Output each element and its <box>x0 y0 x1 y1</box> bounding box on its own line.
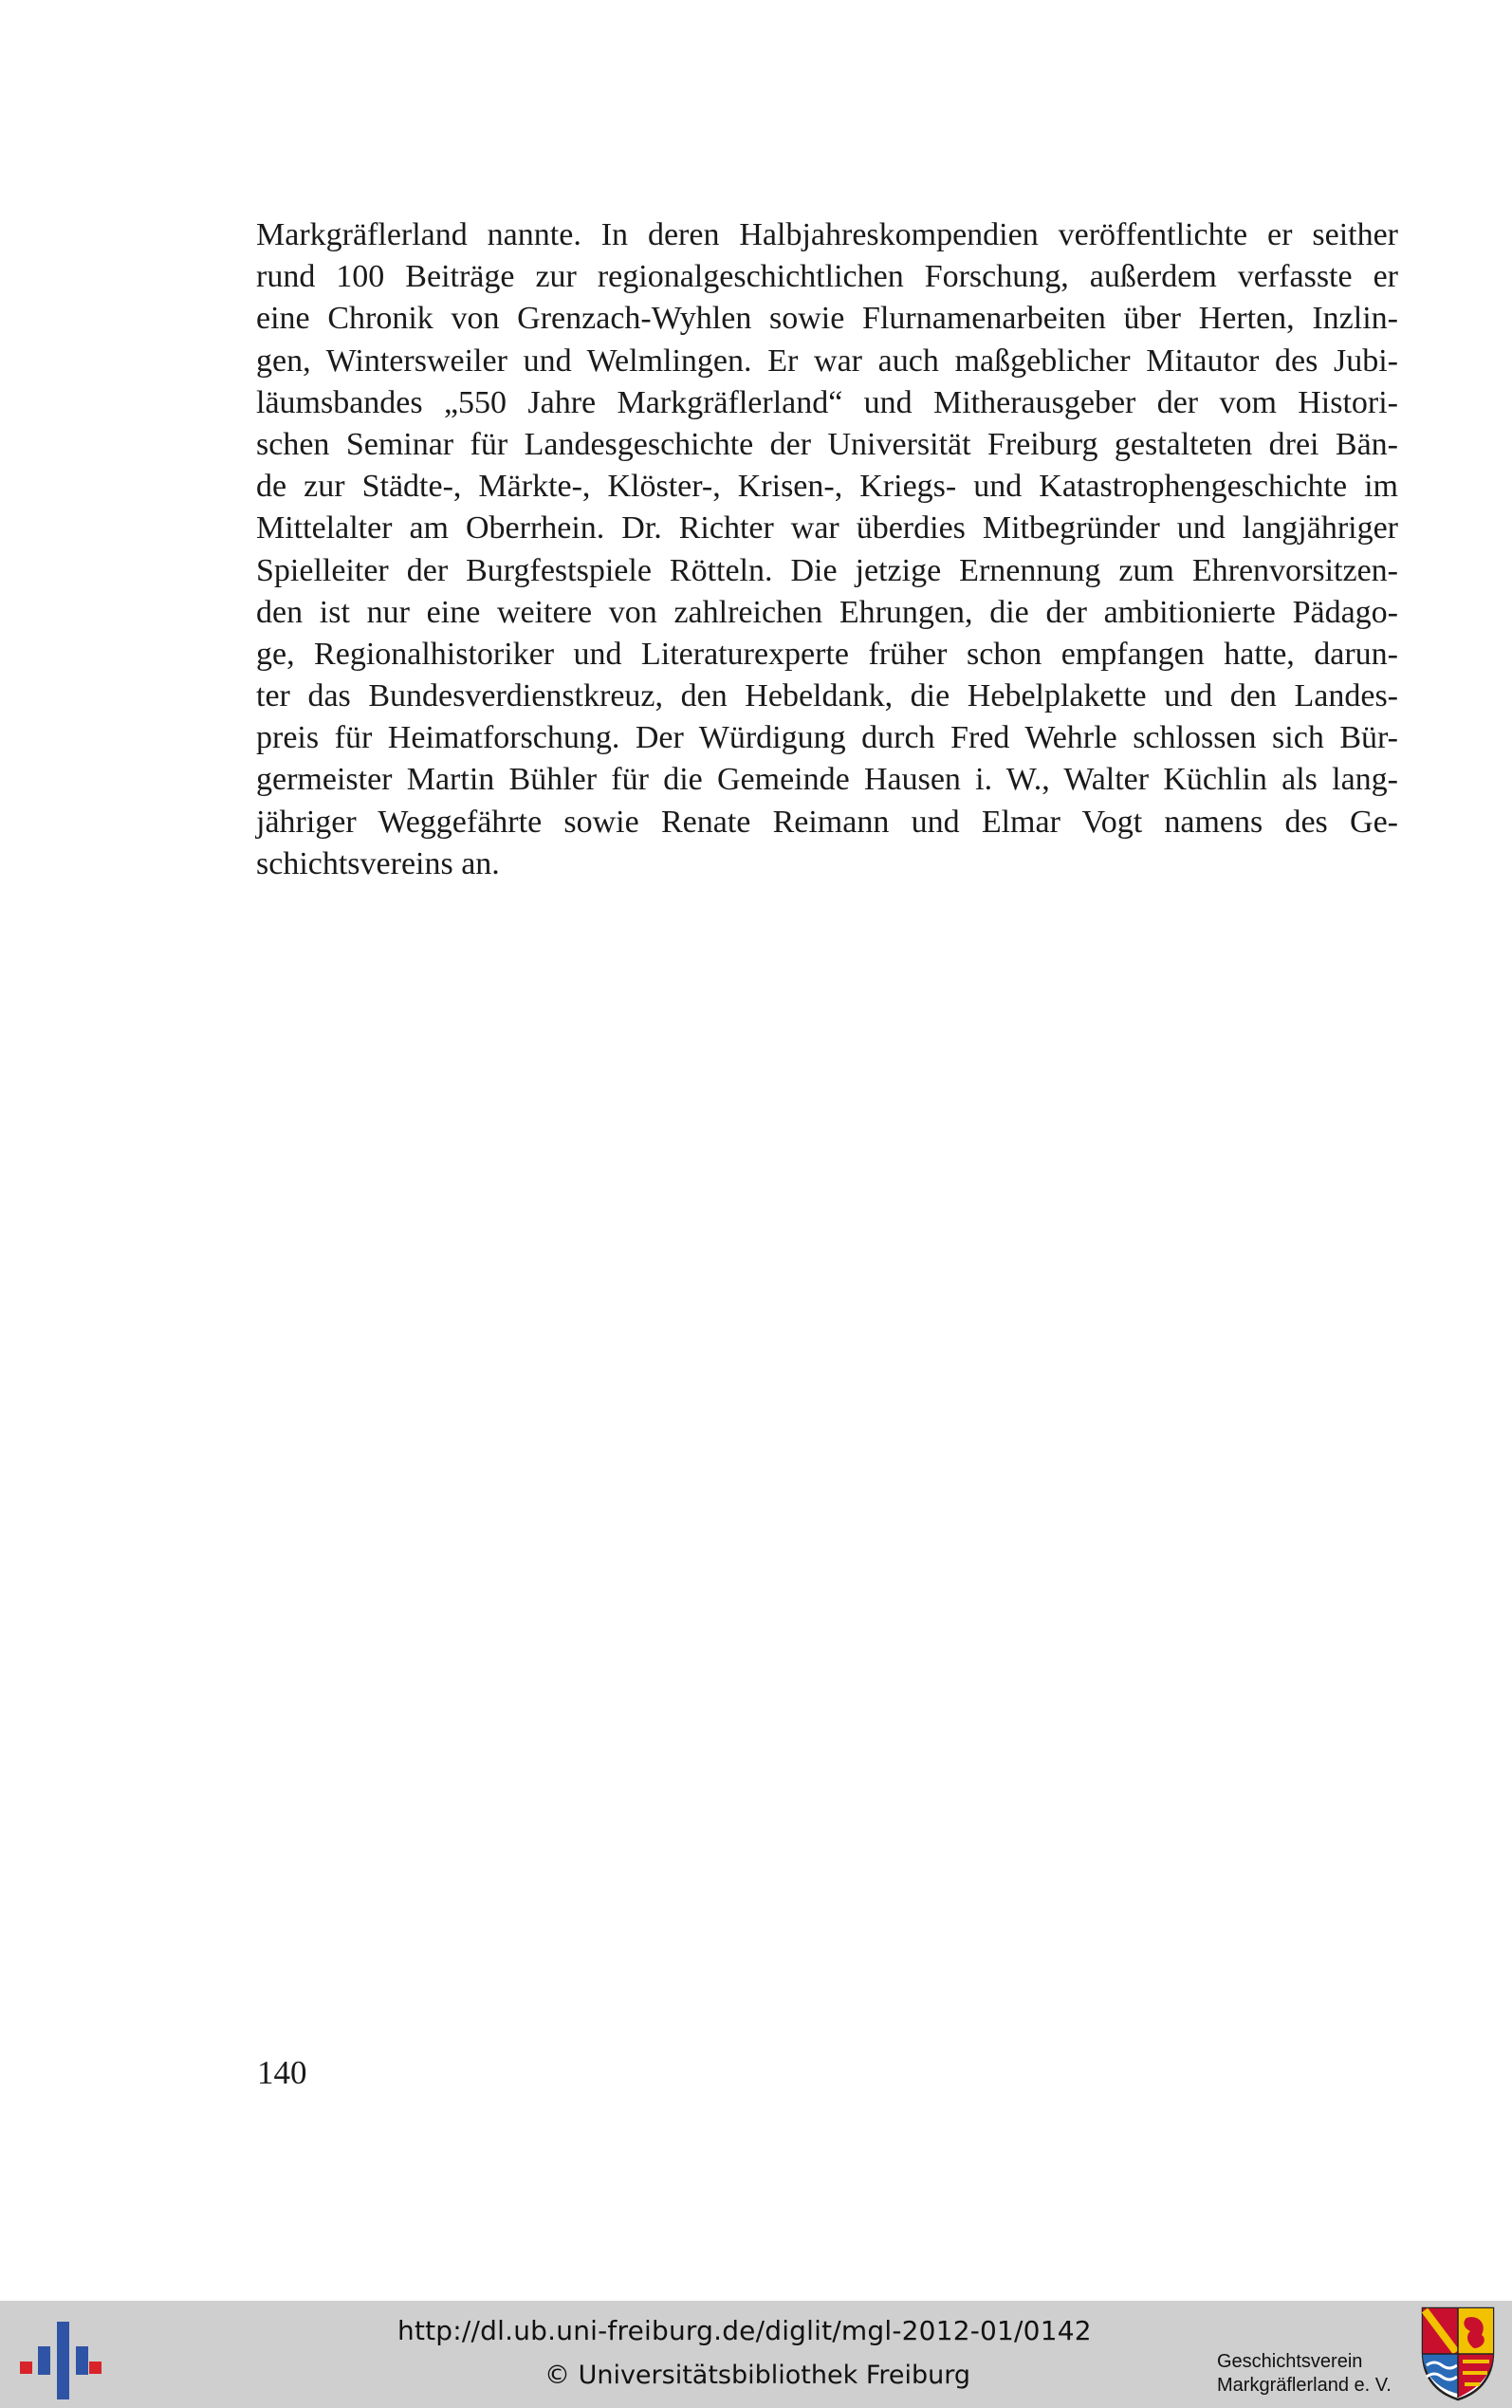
body-line: schichtsvereins an. <box>256 845 500 881</box>
body-line: ter das Bundesverdienstkreuz, den Hebeldank, die Hebelplakette und den Landes- <box>256 678 1398 714</box>
body-line: eine Chronik von Grenzach-Wyhlen sowie Flurnamenarbeiten über Herten, Inzlin- <box>256 301 1398 337</box>
body-line: rund 100 Beiträge zur regionalgeschichtlichen Forschung, außerdem verfasste er <box>256 259 1398 295</box>
body-line: jähriger Weggefährte sowie Renate Reimann und Elmar Vogt namens des Ge- <box>256 804 1398 840</box>
body-line: ge, Regionalhistoriker und Literaturexperte früher schon empfangen hatte, darun- <box>256 636 1398 672</box>
body-line: de zur Städte-, Märkte-, Klöster-, Krisen-, Kriegs- und Katastrophengeschichte im <box>256 469 1398 505</box>
coat-of-arms-icon <box>1421 2306 1495 2401</box>
body-line: den ist nur eine weitere von zahlreichen Ehrungen, die der ambitionierte Pädago- <box>256 594 1398 630</box>
page-number: 140 <box>257 2054 307 2091</box>
body-line: Spielleiter der Burgfestspiele Rötteln. Die jetzige Ernennung zum Ehrenvorsitzen- <box>256 552 1398 588</box>
ub-freiburg-logo-icon <box>17 2312 102 2403</box>
society-line: Geschichtsverein <box>1217 2351 1363 2372</box>
society-name <box>1217 2350 1392 2398</box>
footer-url-link[interactable]: http://dl.ub.uni-freiburg.de/diglit/mgl-2012-01/0142 <box>397 2315 1092 2346</box>
body-line: schen Seminar für Landesgeschichte der Universität Freiburg gestalteten drei Bän- <box>256 426 1398 462</box>
body-line: germeister Martin Bühler für die Gemeinde Hausen i. W., Walter Küchlin als lang- <box>256 762 1398 798</box>
footer-bar <box>0 2301 1512 2408</box>
body-line: gen, Wintersweiler und Welmlingen. Er war auch maßgeblicher Mitautor des Jubi- <box>256 343 1398 379</box>
body-line: Mittelalter am Oberrhein. Dr. Richter war überdies Mitbegründer und langjähriger <box>256 510 1398 546</box>
body-line: läumsbandes „550 Jahre Markgräflerland“ und Mitherausgeber der vom Histori- <box>256 384 1398 420</box>
body-text <box>256 214 1398 885</box>
society-line: Markgräflerland e. V. <box>1217 2375 1392 2396</box>
body-line: Markgräflerland nannte. In deren Halbjahreskompendien veröffentlichte er seither <box>256 217 1398 252</box>
body-line: preis für Heimatforschung. Der Würdigung durch Fred Wehrle schlossen sich Bür- <box>256 720 1398 756</box>
footer-copyright: © Universitätsbibliothek Freiburg <box>544 2361 971 2390</box>
